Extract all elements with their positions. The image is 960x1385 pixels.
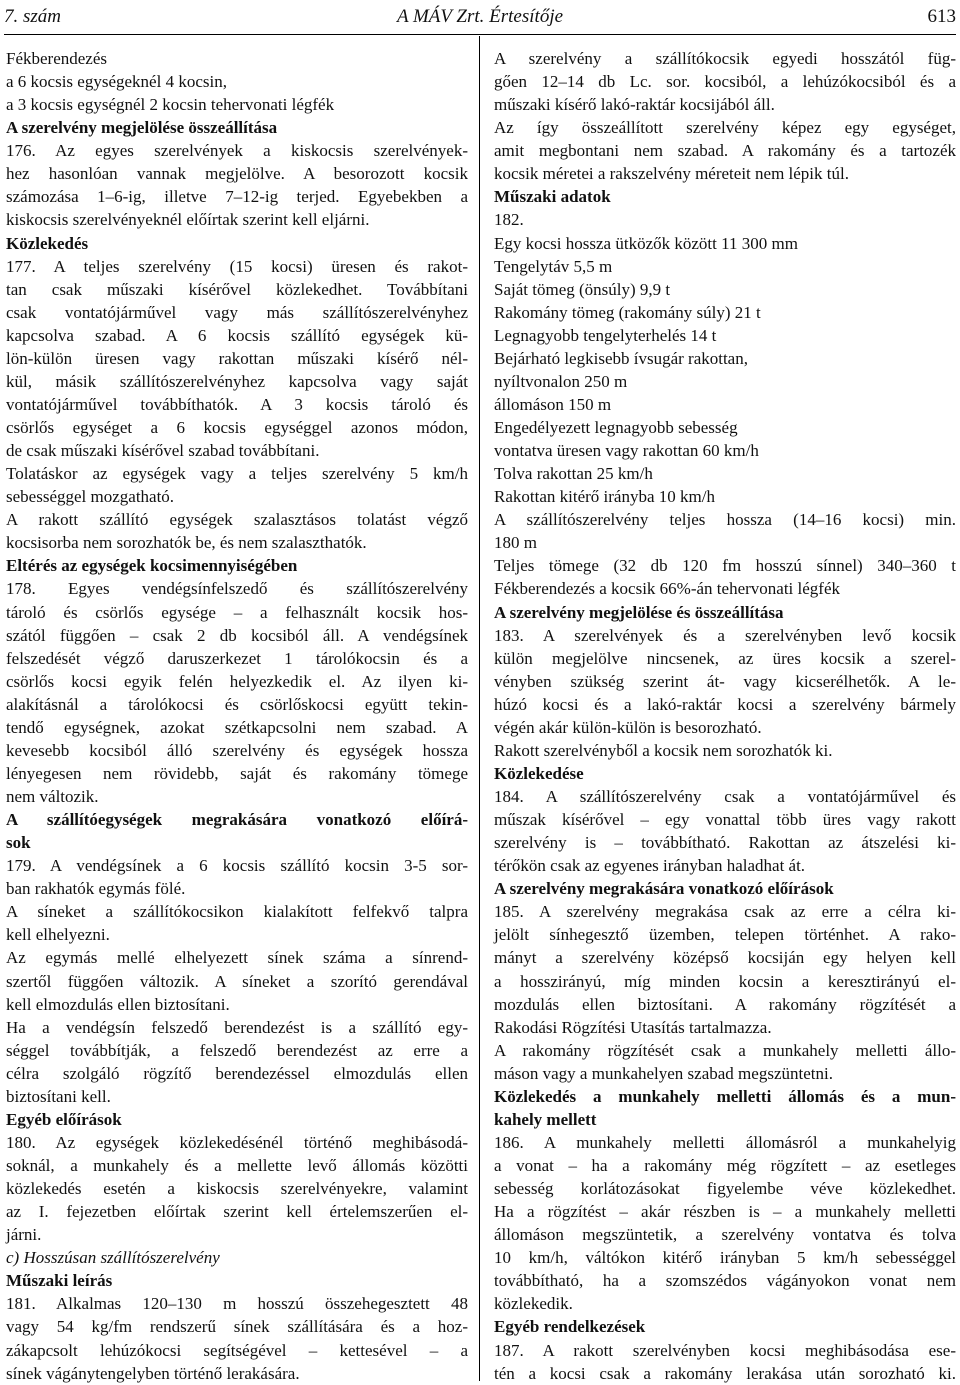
page-header — [4, 2, 956, 32]
text-line: felszedését végző daruszerkezet 1 tárolókocsin és a — [6, 648, 468, 668]
text-line: Rakott szerelvényből a kocsik nem sorozhatók ki. — [494, 740, 833, 760]
section-heading-line: sok — [6, 833, 31, 853]
text-line: kell elhelyezni. — [6, 925, 110, 945]
header-rule — [4, 34, 956, 35]
text-line: jelölt sínhegesztő üzemben, telepen történhet. A rako- — [494, 925, 956, 945]
text-line: csörlős kocsi egyik felén helyezkedik el. Az ilyen ki- — [6, 671, 468, 691]
section-heading-line: A szállítóegységek megrakására vonatkozó előírá- — [6, 810, 468, 830]
text-line: Rakodási Rögzítési Utasítás tartalmazza. — [494, 1017, 772, 1037]
text-line: Rakottan kitérő irányba 10 km/h — [494, 487, 715, 507]
text-line: állomáson 150 m — [494, 394, 612, 414]
text-line: 184. A szállítószerelvény csak a vontatójárművel és — [494, 787, 956, 806]
text-line: nem változik. — [6, 787, 99, 806]
section-heading-line: kahely mellett — [494, 1109, 597, 1129]
text-line: Fékberendezés a kocsik 66%-án tehervonati légfék — [494, 579, 840, 599]
text-line: végén akár külön-külön is besorozható. — [494, 717, 762, 737]
text-line: külön megjelölve nincsenek, az üres kocsik a szerel- — [494, 648, 956, 668]
text-line: 176. Az egyes szerelvények a kiskocsis szerelvények- — [6, 141, 468, 161]
text-line: Teljes tömege (32 db 120 fm hosszú sínnel) 340–360 t — [494, 556, 956, 576]
section-heading-line: Egyéb előírások — [6, 1109, 122, 1129]
text-line: 187. A rakott szerelvényben kocsi meghibásodása ese- — [494, 1340, 956, 1360]
column-divider — [479, 36, 480, 1381]
text-line: Fékberendezés — [6, 49, 108, 68]
text-line: állomáson megszüntetik, a szerelvény vontatva és tolva — [494, 1225, 956, 1245]
text-line: Tengelytáv 5,5 m — [494, 256, 613, 276]
text-line: vagy 54 kg/fm rendszerű sínek szállítására és a hoz- — [6, 1317, 468, 1337]
section-heading-line: A szerelvény megrakására vonatkozó előírások — [494, 879, 834, 899]
section-heading-line: Műszaki adatok — [494, 187, 611, 207]
text-line: biztosítani kell. — [6, 1086, 111, 1106]
text-line: Tolatáskor az egységek vagy a teljes szerelvény 5 km/h — [6, 464, 468, 484]
text-line: célra szolgáló rögzítő berendezéssel elmozdulás ellen — [6, 1063, 468, 1083]
text-line: kevesebb kocsiból álló szerelvény és egységek hossza — [6, 740, 468, 760]
text-line: Engedélyezett legnagyobb sebesség — [494, 418, 738, 437]
text-line: csörlős egységet a 6 kocsis egységgel azonos módon, — [6, 418, 468, 437]
text-line: A szerelvény a szállítókocsik egyedi hosszától füg- — [494, 49, 956, 68]
text-line: a 6 kocsis egységeknél 4 kocsin, — [6, 72, 227, 92]
text-line: zákapcsolt lehúzókocsi segítségével – kettesével – a — [6, 1340, 468, 1360]
text-line: kapcsolva szabad. A 6 kocsis szállító egységek kü- — [6, 325, 468, 345]
text-line: mányt a szerelvény középső kocsiján egy helyen kell — [494, 948, 956, 968]
text-line: 180 m — [494, 533, 537, 553]
text-line: 178. Egyes vendégsínfelszedő és szállítószerelvény — [6, 579, 468, 599]
text-line: továbbítható, ha a szomszédos vágányokon vonat nem — [494, 1271, 956, 1291]
text-line: közlekedés esetén a kiskocsis szerelvényekre, valamint — [6, 1179, 468, 1199]
section-heading-line: A szerelvény megjelölése és összeállítása — [494, 602, 784, 622]
text-line: 10 km/h, váltókon kitérő irányban 5 km/h sebességgel — [494, 1248, 956, 1268]
text-line: lényegesen nem rövidebb, saját és rakomány tömege — [6, 763, 468, 783]
text-line: 185. A szerelvény megrakása csak az erre a célra ki- — [494, 902, 956, 922]
text-line: térőkön csak az egyenes irányban haladhat át. — [494, 856, 806, 876]
text-line: Ha a vendégsín felszedő berendezést is a szállító egy- — [6, 1017, 468, 1037]
text-line: nyíltvonalon 250 m — [494, 371, 628, 391]
text-line: műszak kísérővel – egy vonattal több üres vagy rakott — [494, 810, 956, 830]
section-heading-line: Egyéb rendelkezések — [494, 1317, 646, 1337]
text-line: húzó kocsi és a lakó-raktár kocsi a szerelvény bármely — [494, 694, 956, 714]
text-line: alakításnál a tárolókocsi és csörlőskocsi együtt tekin- — [6, 694, 468, 714]
text-line: A rakomány rögzítését csak a munkahely melletti állo- — [494, 1040, 956, 1060]
text-line: de csak műszaki kísérővel szabad továbbítani. — [6, 441, 320, 461]
text-line: vényben szükség szerint át- vagy kicserélhetők. A le- — [494, 671, 956, 691]
section-heading-line: Közlekedése — [494, 763, 584, 783]
text-line: 179. A vendégsínek a 6 kocsis szállító kocsin 3-5 sor- — [6, 856, 468, 876]
page-number: 613 — [927, 6, 956, 27]
text-line: lön-külön üresen vagy rakottan műszaki kísérő nél- — [6, 348, 468, 368]
text-line: kiskocsis szerelvényeknél előírtak szerint kell eljárni. — [6, 210, 370, 230]
text-line: A rakott szállító egységek szalasztásos tolatást végző — [6, 510, 468, 530]
text-line: ban rakhatók egymás fölé. — [6, 879, 186, 899]
text-line: kül, másik szállítószerelvényhez kapcsolva vagy saját — [6, 371, 468, 391]
text-line: 177. A teljes szerelvény (15 kocsi) üresen és rakot- — [6, 256, 468, 276]
issue-number: 7. szám — [4, 6, 62, 27]
text-line: A síneket a szállítókocsikon kialakított felfekvő talpra — [6, 902, 468, 922]
text-line: sebesség korlátozásokat figyelembe véve közlekedhet. — [494, 1179, 956, 1199]
text-line: 182. — [494, 210, 524, 230]
right-column — [494, 47, 956, 1385]
section-heading-line: Közlekedés — [6, 233, 89, 253]
section-heading-line: Közlekedés a munkahely melletti állomás és a mun- — [494, 1086, 956, 1106]
text-line: vontatójárművel továbbíthatók. A 3 kocsis tároló és — [6, 394, 468, 414]
text-line: vontatva üresen vagy rakottan 60 km/h — [494, 441, 759, 461]
section-heading-line: Műszaki leírás — [6, 1271, 113, 1291]
text-line: az I. fejezetben előírtak szerint kell értelemszerűen el- — [6, 1202, 468, 1222]
text-line: Legnagyobb tengelyterhelés 14 t — [494, 325, 717, 345]
text-line: gően 12–14 db Lc. sor. kocsiból, a lehúzókocsiból és a — [494, 72, 956, 92]
text-line: a vonat – ha a rakomány még rögzített – az esetleges — [494, 1156, 956, 1175]
text-line: a 3 kocsis egységnél 2 kocsin tehervonati légfék — [6, 95, 335, 115]
text-line: máson vagy a munkahelyen szabad megszüntetni. — [494, 1063, 833, 1083]
text-line: a hosszirányú, míg minden kocsin a keresztirányú el- — [494, 971, 956, 991]
text-line: 180. Az egységek közlekedésénél történő meghibásodá- — [6, 1132, 468, 1152]
text-line: kocsisorba nem sorozhatók be, és nem szalaszthatók. — [6, 533, 367, 553]
text-line: hez hasonlóan vannak megjelölve. A besorozott kocsik — [6, 164, 468, 184]
text-line: 183. A szerelvények és a szerelvényben levő kocsik — [494, 625, 956, 645]
text-line: Az így összeállított szerelvény képez egy egységet, — [494, 118, 956, 138]
text-line: mozdulás ellen biztosítani. A rakomány rögzítését a — [494, 994, 956, 1014]
text-line: Az egymás mellé elhelyezett sínek száma a sínrend- — [6, 948, 468, 968]
text-line: Saját tömeg (önsúly) 9,9 t — [494, 279, 671, 299]
text-line: szertől függően változik. A síneket a szorító gerendával — [6, 971, 468, 991]
text-line: Bejárható legkisebb ívsugár rakottan, — [494, 348, 748, 368]
text-line: szától függően – csak 2 db kocsiból áll. A vendégsínek — [6, 625, 468, 645]
text-line: Ha a rögzítést – akár részben is – a munkahely melletti — [494, 1202, 956, 1222]
text-line: Tolva rakottan 25 km/h — [494, 464, 653, 484]
text-line: soknál, a munkahely és a mellette levő állomás közötti — [6, 1156, 468, 1175]
text-line: számozása 1–6-ig, illetve 7–12-ig terjed. Egyebekben a — [6, 187, 468, 207]
text-line: csak vontatójárművel vagy más szállítószerelvényhez — [6, 302, 468, 322]
text-line: járni. — [6, 1225, 42, 1245]
left-column — [6, 47, 468, 1385]
text-line: Rakomány tömeg (rakomány súly) 21 t — [494, 302, 761, 322]
text-line: közlekedik. — [494, 1294, 573, 1314]
text-line: sínek vágánytengelyben történő lerakására. — [6, 1363, 300, 1383]
text-line: 186. A munkahely melletti állomásról a munkahelyig — [494, 1132, 956, 1152]
text-line: műszaki kísérő lakó-raktár kocsijából áll. — [494, 95, 775, 115]
text-line: tároló és csörlős egysége – a felhasznált kocsik hos- — [6, 602, 468, 622]
text-line: szerelvény is – továbbítható. Rakottan az átszelési ki- — [494, 833, 956, 853]
text-line: 181. Alkalmas 120–130 m hosszú összehegesztett 48 — [6, 1294, 468, 1314]
subsection-title-line: c) Hosszúsan szállítószerelvény — [6, 1248, 220, 1268]
text-line: séggel továbbítják, a felszedő berendezést az erre a — [6, 1040, 468, 1060]
text-line: A szállítószerelvény teljes hossza (14–16 kocsi) min. — [494, 510, 956, 530]
text-line: tendő egységnek, azokat szétkapcsolni nem szabad. A — [6, 717, 468, 737]
text-line: tén a kocsi csak a rakomány lerakása után sorozható ki. — [494, 1363, 956, 1383]
section-heading-line: A szerelvény megjelölése összeállítása — [6, 118, 278, 138]
text-line: amit megbontani nem szabad. A rakomány és a tartozék — [494, 141, 956, 161]
text-line: sebességgel mozgatható. — [6, 487, 175, 507]
text-line: Egy kocsi hossza ütközők között 11 300 mm — [494, 233, 798, 253]
text-line: kell elmozdulás ellen biztosítani. — [6, 994, 230, 1014]
section-heading-line: Eltérés az egységek kocsimennyiségében — [6, 556, 298, 576]
journal-title: A MÁV Zrt. Értesítője — [396, 6, 564, 27]
text-line: kocsik méretei a rakszelvény méreteit nem lépik túl. — [494, 164, 849, 184]
text-line: tan csak műszaki kísérővel közlekedhet. Továbbítani — [6, 279, 468, 299]
